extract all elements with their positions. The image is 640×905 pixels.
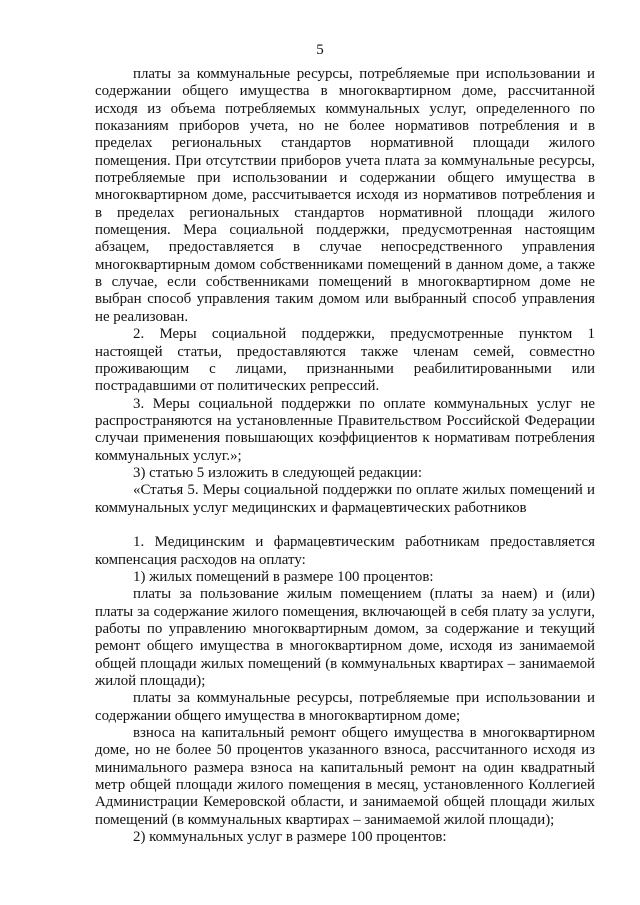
paragraph-article-5-item-1: 1. Медицинским и фармацевтическим работникам предоставляется компенсация расходов на оплату: — [95, 534, 595, 568]
page-number: 5 — [316, 42, 324, 58]
article-5-heading: «Статья 5. Меры социальной поддержки по оплате жилых помещений и коммунальных услуг медицинских и фармацевтических работников — [95, 482, 595, 516]
paragraph-utilities-common-property: платы за коммунальные ресурсы, потребляемые при использовании и содержании общего имущества в многоквартирном доме, рассчитанной исходя из объема потребляемых коммунальных услуг, определенного по показаниям приборов учета, но не более нормативов потребления и в пределах региональных стандартов нормативной площади жилого помещения. При отсутствии приборов учета плата за коммунальные ресурсы, потребляемые при использовании и содержании общего имущества в многоквартирном доме, рассчитывается исходя из нормативов потребления и в пределах региональных стандартов нормативной площади жилого помещения. Мера социальной поддержки, предусмотренная настоящим абзацем, предоставляется в случае непосредственного управления многоквартирным домом собственниками помещений в данном доме, а также в случае, если собственниками помещений в многоквартирном доме не выбран способ управления таким домом или выбранный способ управления не реализован. — [95, 66, 595, 325]
paragraph-housing-rent-maintenance: платы за пользование жилым помещением (платы за наем) и (или) платы за содержание жилого помещения, включающей в себя плату за услуги, работы по управлению многоквартирным домом, за содержание и текущий ремонт общего имущества в многоквартирном доме, исходя из занимаемой общей площади жилых помещений (в коммунальных квартирах – занимаемой жилой площади); — [95, 586, 595, 690]
document-body — [95, 66, 595, 846]
paragraph-amendment-article-5: 3) статью 5 изложить в следующей редакции: — [133, 464, 423, 481]
paragraph-item-2: 2. Меры социальной поддержки, предусмотренные пунктом 1 настоящей статьи, предоставляются также членам семей, совместно проживающим с лицами, признанными реабилитированными или пострадавшими от политических репрессий. — [95, 326, 595, 395]
paragraph-common-property-resources: платы за коммунальные ресурсы, потребляемые при использовании и содержании общего имущества в многоквартирном доме; — [95, 690, 595, 724]
paragraph-subitem-2-utilities: 2) коммунальных услуг в размере 100 процентов: — [133, 829, 447, 846]
paragraph-item-3: 3. Меры социальной поддержки по оплате коммунальных услуг не распространяются на установленные Правительством Российской Федерации случаи применения повышающих коэффициентов к нормативам потребления коммунальных услуг.»; — [95, 395, 595, 464]
paragraph-subitem-1-housing: 1) жилых помещений в размере 100 процентов: — [133, 568, 434, 585]
paragraph-capital-repair-contribution: взноса на капитальный ремонт общего имущества в многоквартирном доме, но не более 50 процентов указанного взноса, рассчитанного исходя из минимального размера взноса на капитальный ремонт на один квадратный метр общей площади жилого помещения в месяц, установленного Коллегией Администрации Кемеровской области, и занимаемой общей площади жилых помещений (в коммунальных квартирах – занимаемой жилой площади); — [95, 725, 595, 828]
